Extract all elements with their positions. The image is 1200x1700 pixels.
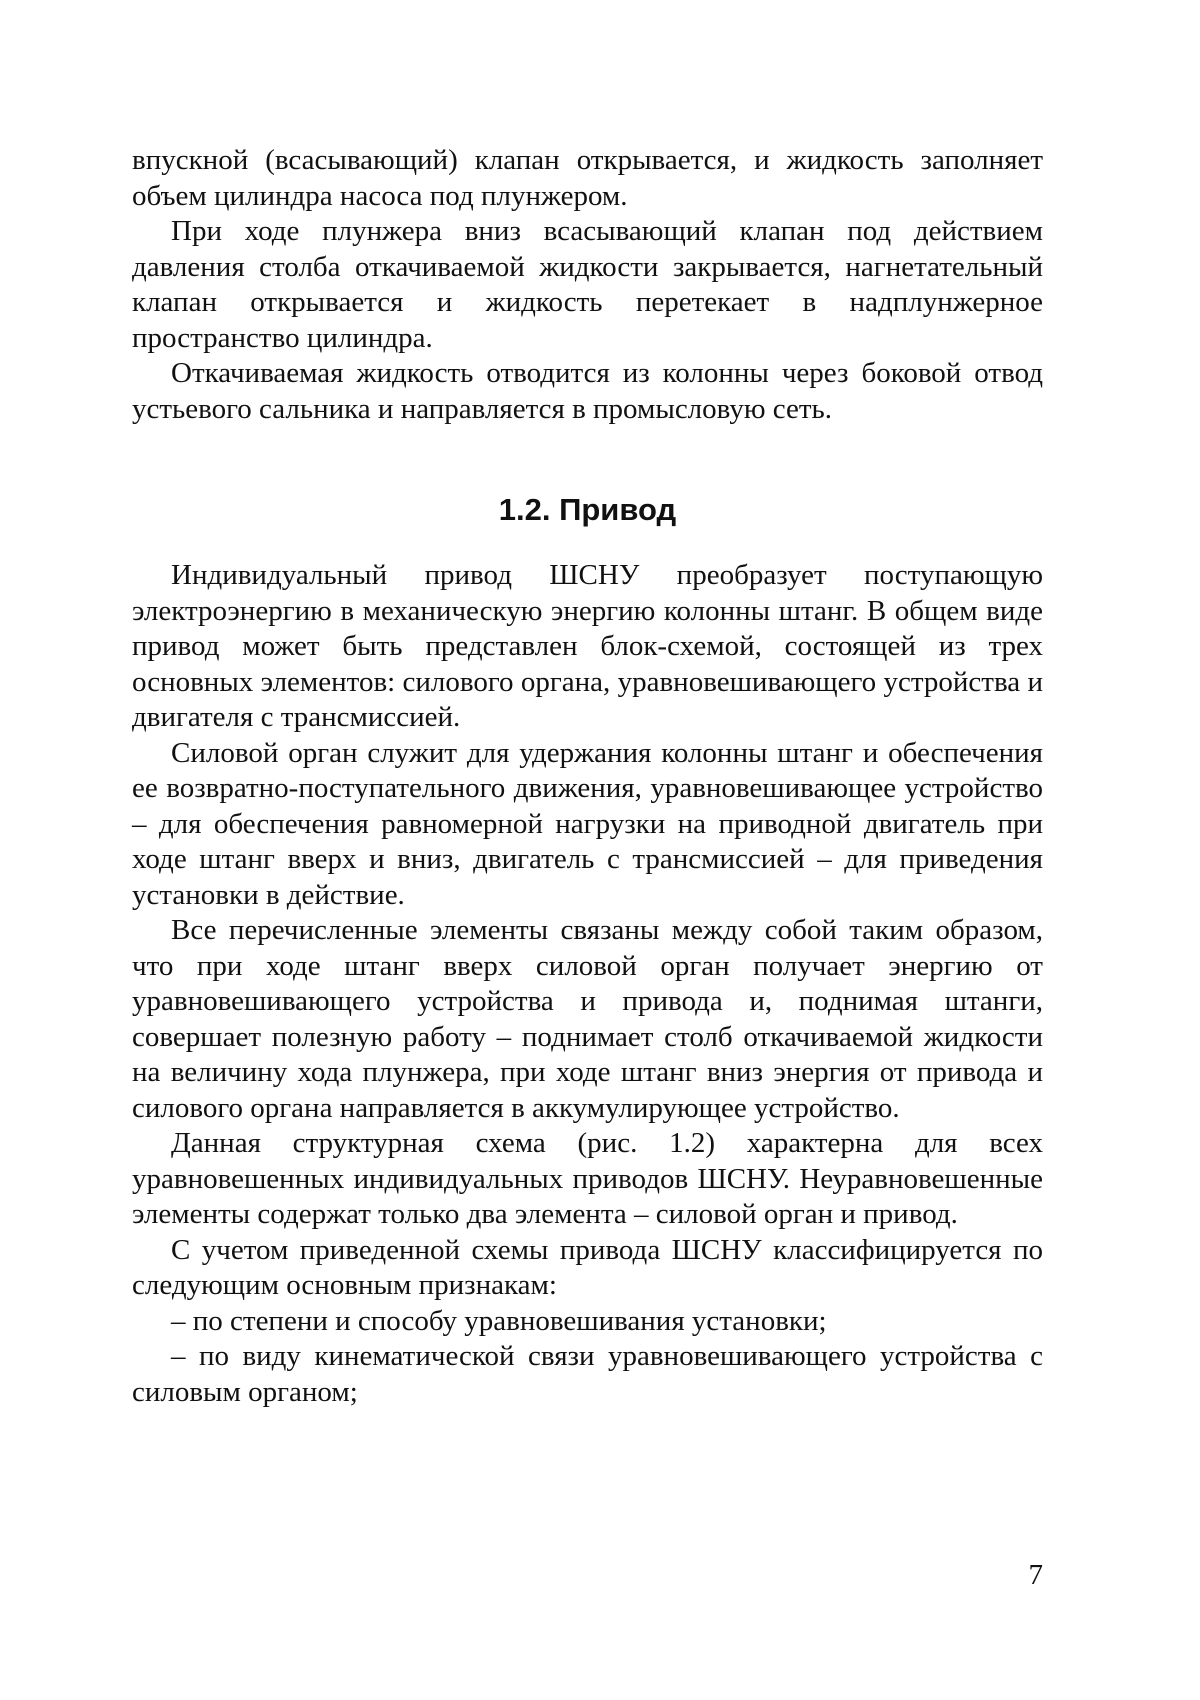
list-item: – по степени и способу уравновешивания установки; [171,1304,827,1337]
section-heading: 1.2. Привод [498,492,677,527]
top-text-block [132,143,1043,427]
paragraph: Силовой орган служит для удержания колонны штанг и обеспечения ее возвратно-поступательного движения, уравновешивающее устройство – для обеспечения равномерной нагрузки на приводной двигатель при ходе штанг вверх и вниз, двигатель с трансмиссией – для приведения установки в действие. [132,736,1043,911]
paragraph: Данная структурная схема (рис. 1.2) характерна для всех уравновешенных индивидуальных приводов ШСНУ. Неуравновешенные элементы содержат только два элемента – силовой орган и привод. [132,1127,1043,1230]
main-text-block [132,558,1043,1410]
paragraph: Откачиваемая жидкость отводится из колонны через боковой отвод устьевого сальника и направляется в промысловую сеть. [132,357,1043,425]
paragraph: С учетом приведенной схемы привода ШСНУ классифицируется по следующим основным признакам: [132,1233,1043,1301]
paragraph: Индивидуальный привод ШСНУ преобразует поступающую электроэнергию в механическую энергию колонны штанг. В общем виде привод может быть представлен блок-схемой, состоящей из трех основных элементов: силового органа, уравновешивающего устройства и двигателя с трансмиссией. [132,559,1043,733]
paragraph: При ходе плунжера вниз всасывающий клапан под действием давления столба откачиваемой жидкости закрывается, нагнетательный клапан открывается и жидкость перетекает в надплунжерное пространство цилиндра. [132,215,1043,354]
paragraph-continuation: впускной (всасывающий) клапан открывается, и жидкость заполняет объем цилиндра насоса под плунжером. [132,144,1043,212]
paragraph: Все перечисленные элементы связаны между собой таким образом, что при ходе штанг вверх силовой орган получает энергию от уравновешивающего устройства и привода и, поднимая штанги, совершает полезную работу – поднимает столб откачиваемой жидкости на величину хода плунжера, при ходе штанг вниз энергия от привода и силового органа направляется в аккумулирующее устройство. [132,914,1043,1124]
list-item: – по виду кинематической связи уравновешивающего устройства с силовым органом; [132,1340,1043,1408]
page-number: 7 [1028,1559,1043,1591]
